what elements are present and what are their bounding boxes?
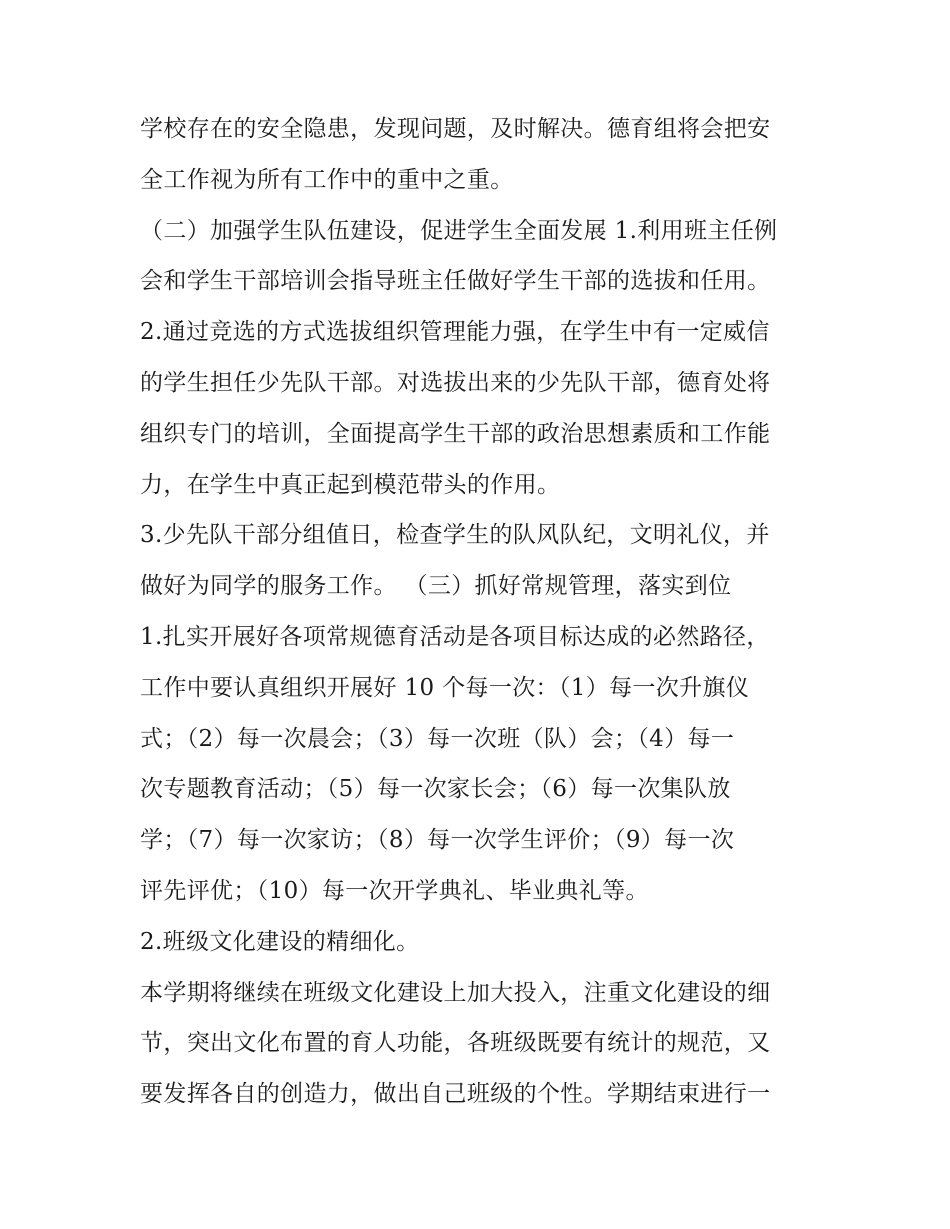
text-line: 次专题教育活动；（5）每一次家长会；（6）每一次集队放: [140, 776, 731, 803]
text-line: 2.通过竞选的方式选拔组织管理能力强，在学生中有一定威信: [140, 319, 770, 346]
text-line: 式；（2）每一次晨会；（3）每一次班（队）会；（4）每一: [140, 725, 735, 752]
text-line: 组织专门的培训，全面提高学生干部的政治思想素质和工作能: [140, 420, 771, 447]
document-body: [140, 104, 820, 1120]
text-line: 做好为同学的服务工作。 （三）抓好常规管理，落实到位: [140, 573, 732, 600]
text-line: （二）加强学生队伍建设，促进学生全面发展 1.利用班主任例: [140, 217, 778, 244]
text-line: 1.扎实开展好各项常规德育活动是各项目标达成的必然路径，: [140, 623, 770, 650]
text-line: 全工作视为所有工作中的重中之重。: [140, 166, 514, 193]
text-line: 学校存在的安全隐患，发现问题，及时解决。德育组将会把安: [140, 116, 771, 142]
text-line: 力，在学生中真正起到模范带头的作用。: [140, 471, 561, 498]
text-line: 学；（7）每一次家访；（8）每一次学生评价；（9）每一次: [140, 827, 735, 854]
text-line: 3.少先队干部分组值日，检查学生的队风队纪，文明礼仪，并: [140, 522, 770, 549]
text-line: 节，突出文化布置的育人功能，各班级既要有统计的规范，又: [140, 1030, 771, 1057]
text-line: 本学期将继续在班级文化建设上加大投入，注重文化建设的细: [140, 979, 771, 1006]
text-line: 会和学生干部培训会指导班主任做好学生干部的选拔和任用。: [140, 268, 771, 295]
text-line: 工作中要认真组织开展好 10 个每一次：（1）每一次升旗仪: [140, 674, 750, 701]
text-line: 2.班级文化建设的精细化。: [140, 928, 420, 955]
text-line: 要发挥各自的创造力，做出自己班级的个性。学期结束进行一: [140, 1081, 771, 1108]
text-line: 的学生担任少先队干部。对选拔出来的少先队干部，德育处将: [140, 369, 771, 396]
text-line: 评先评优；（10）每一次开学典礼、毕业典礼等。: [140, 877, 649, 904]
